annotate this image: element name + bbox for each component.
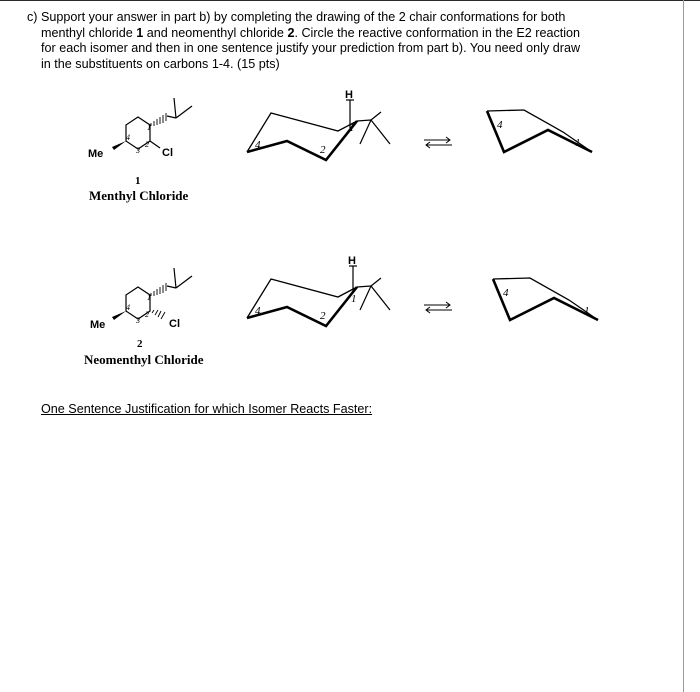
ring-number: 4	[126, 303, 130, 312]
carbon-number: 1	[575, 137, 581, 149]
h-label: H	[348, 255, 356, 267]
ring-number: 1	[147, 293, 151, 302]
equilibrium-arrows	[420, 136, 456, 148]
right-border	[683, 0, 684, 692]
ring-number: 1	[147, 123, 151, 132]
hashed-bond	[151, 113, 166, 126]
chair-conformation-2a	[240, 252, 420, 332]
carbon-number: 4	[503, 287, 509, 299]
wedge-bond	[112, 141, 126, 150]
chair-conformation-1b	[484, 104, 604, 164]
me-label: Me	[88, 148, 104, 160]
compound-number: 2	[137, 338, 143, 350]
cl-label: Cl	[169, 318, 180, 330]
ring-number: 2	[145, 310, 149, 319]
compound-name: Menthyl Chloride	[89, 188, 189, 203]
carbon-number: 1	[584, 305, 590, 317]
chair-conformation-2b	[490, 272, 610, 332]
cl-label: Cl	[162, 147, 173, 159]
question-line-3: for each isomer and then in one sentence justify your prediction from part b). You need only draw	[41, 41, 581, 56]
hashed-bond	[151, 283, 166, 296]
neomenthyl-chloride-structure	[80, 260, 210, 340]
ring-number: 3	[136, 146, 140, 155]
carbon-number: 1	[349, 122, 355, 134]
question-text	[27, 10, 661, 72]
carbon-number: 4	[497, 119, 503, 131]
equilibrium-arrows	[420, 301, 456, 313]
compound-number: 1	[135, 175, 141, 187]
question-line-1: Support your answer in part b) by completing the drawing of the 2 chair conformations for both	[41, 10, 566, 24]
menthyl-chloride-structure	[80, 90, 210, 170]
compound-name: Neomenthyl Chloride	[84, 352, 204, 367]
ring-number: 3	[136, 316, 140, 325]
question-line-2: menthyl chloride 1 and neomenthyl chloride 2. Circle the reactive conformation in the E2 reaction	[41, 25, 581, 40]
hashed-bond-cl	[152, 310, 165, 319]
ring-number: 2	[145, 140, 149, 149]
me-label: Me	[90, 319, 106, 331]
carbon-number: 1	[351, 293, 357, 305]
chair-conformation-1a	[240, 86, 420, 166]
top-border	[0, 0, 700, 1]
question-label: c)	[27, 10, 38, 24]
justification-label: One Sentence Justification for which Isomer Reacts Faster:	[41, 402, 373, 416]
question-line-4: in the substituents on carbons 1-4. (15 pts)	[41, 56, 280, 71]
ring-number: 4	[126, 133, 130, 142]
carbon-number: 2	[320, 144, 326, 156]
wedge-bond	[112, 311, 126, 320]
h-label: H	[345, 89, 353, 101]
carbon-number: 2	[320, 310, 326, 322]
carbon-number: 4	[255, 139, 261, 151]
carbon-number: 4	[255, 305, 261, 317]
